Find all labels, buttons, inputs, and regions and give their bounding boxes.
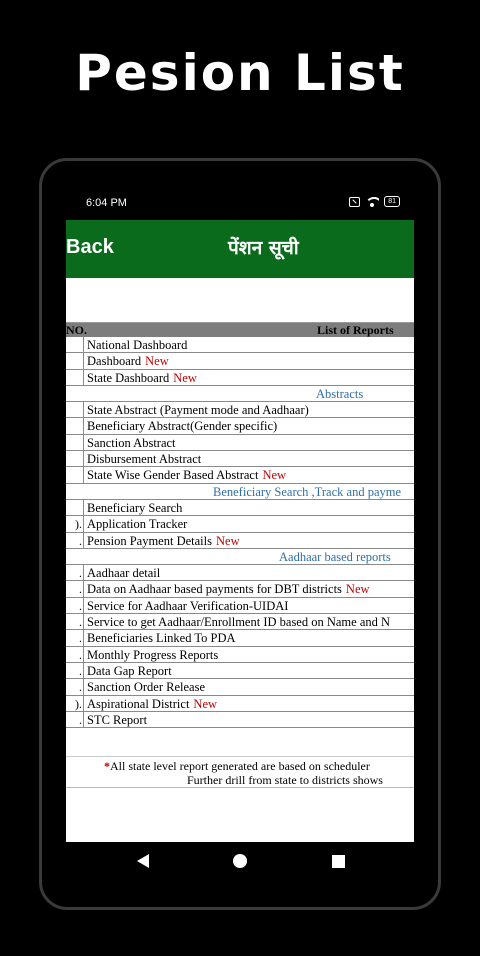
report-label: Beneficiary Search [87,500,183,515]
row-number [66,418,84,433]
report-row[interactable] [66,353,414,369]
row-number: . [66,581,84,596]
battery-icon: 81 [384,196,400,207]
report-row[interactable] [66,500,414,516]
status-icons [349,196,400,207]
report-label: Aadhaar detail [87,566,161,581]
report-link[interactable] [87,337,187,353]
row-number: . [66,712,84,727]
report-link[interactable] [87,516,187,532]
app-title: पेंशन सूची [228,237,299,259]
section-title: Abstracts [316,386,364,401]
note-star: * [104,759,110,773]
row-number: . [66,565,84,580]
row-number [66,353,84,368]
report-label: Application Tracker [87,517,188,532]
report-label: Aspirational District [87,696,190,711]
report-row[interactable] [66,418,414,434]
no-sim-icon [349,197,360,207]
webview-content[interactable] [66,278,414,842]
note-line-2: Further drill from state to districts shows [187,773,383,787]
new-badge: New [262,468,287,483]
nav-home-icon[interactable] [233,854,247,868]
report-link[interactable] [87,663,172,679]
report-row[interactable] [66,647,414,663]
report-label: STC Report [87,712,148,727]
report-label: Service for Aadhaar Verification-UIDAI [87,598,289,613]
report-row[interactable] [66,663,414,679]
report-label: Sanction Abstract [87,435,176,450]
report-row[interactable] [66,467,414,483]
row-number: ). [66,696,84,711]
report-label: Disbursement Abstract [87,452,202,467]
report-label: Pension Payment Details [87,533,212,548]
wifi-icon [365,197,379,207]
report-link[interactable] [87,598,288,614]
report-link[interactable] [87,500,182,516]
report-link[interactable] [87,679,205,695]
row-number: . [66,533,84,548]
row-number [66,402,84,417]
report-label: Sanction Order Release [87,680,206,695]
report-label: Service to get Aadhaar/Enrollment ID based on Name and N [87,615,391,630]
app-bar [66,220,414,278]
header-list-of-reports: List of Reports [317,323,394,337]
report-link[interactable] [87,402,309,418]
report-label: Data Gap Report [87,663,172,678]
row-number: ). [66,516,84,531]
report-link[interactable] [87,581,370,597]
new-badge: New [216,533,240,548]
section-header [66,386,414,402]
nav-back-icon[interactable] [137,854,149,868]
section-header [66,549,414,565]
report-label: Monthly Progress Reports [87,647,219,662]
new-badge: New [193,696,218,711]
report-link[interactable] [87,353,169,369]
device-screen [66,186,414,842]
row-number: . [66,647,84,662]
report-link[interactable] [87,533,240,549]
system-nav-bar [66,842,414,884]
report-link[interactable] [87,696,217,712]
report-label: State Wise Gender Based Abstract [87,468,259,483]
report-link[interactable] [87,435,176,451]
scheduler-note [66,756,414,788]
report-link[interactable] [87,630,236,646]
section-header [66,484,414,500]
row-number [66,467,84,482]
report-link[interactable] [87,467,286,483]
note-line-1-text: All state level report generated are based on scheduler [110,759,370,773]
row-number [66,435,84,450]
report-label: Data on Aadhaar based payments for DBT districts [87,582,342,597]
table-header [66,322,414,337]
promo-title: Pesion List [75,44,405,102]
report-row[interactable] [66,614,414,630]
report-row[interactable] [66,402,414,418]
report-label: Beneficiary Abstract(Gender specific) [87,419,278,434]
row-number: . [66,614,84,629]
report-row[interactable] [66,533,414,549]
header-no: NO. [66,323,87,337]
report-label: National Dashboard [87,338,188,352]
report-row[interactable] [66,435,414,451]
row-number: . [66,679,84,694]
row-number [66,337,84,352]
report-row[interactable] [66,337,414,353]
row-number: . [66,663,84,678]
report-label: State Dashboard [87,370,170,385]
report-link[interactable] [87,418,277,434]
report-label: Beneficiaries Linked To PDA [87,631,236,646]
report-link[interactable] [87,614,390,630]
report-link[interactable] [87,712,147,728]
table-body [66,337,414,728]
row-number: . [66,598,84,613]
report-label: Dashboard [87,354,142,369]
row-number: . [66,630,84,645]
report-row[interactable] [66,712,414,728]
report-row[interactable] [66,370,414,386]
status-time: 6:04 PM [86,197,127,209]
new-badge: New [345,582,370,597]
row-number [66,370,84,385]
report-link[interactable] [87,565,160,581]
section-title: Beneficiary Search ,Track and payme [213,484,402,499]
report-link[interactable] [87,647,218,663]
back-button[interactable]: Back [66,236,114,258]
section-title: Aadhaar based reports [279,549,391,564]
row-number [66,451,84,466]
report-row[interactable] [66,598,414,614]
report-row[interactable] [66,451,414,467]
status-bar [66,186,414,220]
nav-recents-icon[interactable] [332,855,345,868]
report-link[interactable] [87,451,201,467]
report-row[interactable] [66,516,414,532]
report-link[interactable] [87,370,197,386]
row-number [66,500,84,515]
report-row[interactable] [66,630,414,646]
reports-table [66,322,414,728]
report-row[interactable] [66,565,414,581]
report-label: State Abstract (Payment mode and Aadhaar) [87,403,309,418]
note-line-1 [104,759,370,774]
report-row[interactable] [66,581,414,597]
report-row[interactable] [66,696,414,712]
report-row[interactable] [66,679,414,695]
new-badge: New [145,354,169,369]
new-badge: New [173,370,197,385]
